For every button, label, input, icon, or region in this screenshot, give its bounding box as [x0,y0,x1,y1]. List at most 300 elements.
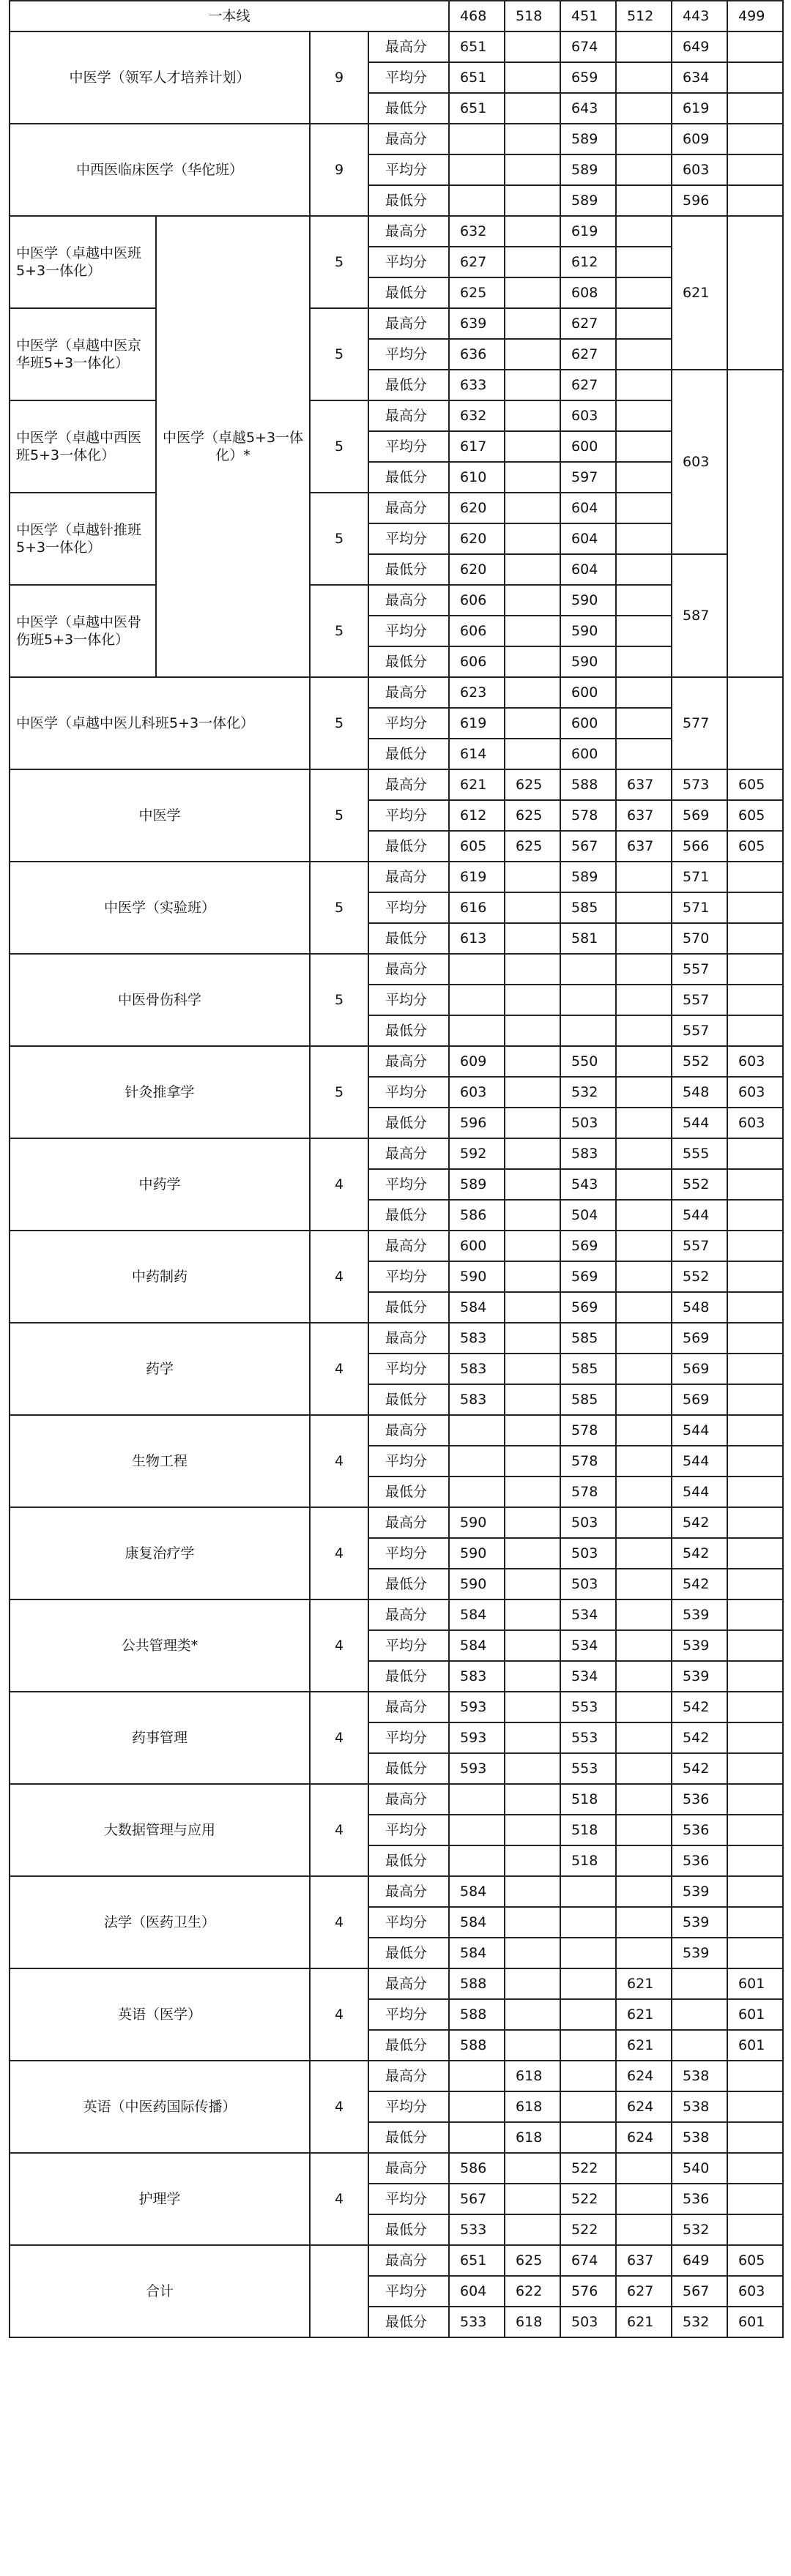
score-cell: 532 [560,1077,616,1108]
score-cell [616,616,672,646]
score-cell [505,31,560,62]
score-cell [616,93,672,124]
score-cell: 586 [449,2153,505,2184]
score-cell: 503 [560,2307,616,2337]
merged-score: 577 [672,677,727,769]
score-cell [505,1661,560,1692]
score-cell [616,739,672,769]
stat-label: 最高分 [368,124,449,154]
score-cell [505,1845,560,1876]
stat-label: 平均分 [368,154,449,185]
score-cell: 601 [727,1968,783,1999]
score-cell [505,2030,560,2061]
score-cell: 589 [449,1169,505,1200]
major-name: 中医学（领军人才培养计划） [10,31,310,124]
table-row [10,954,783,985]
score-cell: 539 [672,1938,727,1968]
score-cell [616,1415,672,1446]
score-cell [505,2214,560,2245]
header-label: 一本线 [10,1,449,31]
score-cell: 604 [560,554,616,585]
table-row [10,124,783,154]
score-cell: 603 [727,1108,783,1138]
score-cell [727,124,783,154]
score-cell: 590 [449,1538,505,1569]
score-cell: 553 [560,1692,616,1722]
score-cell [727,1845,783,1876]
score-cell: 588 [449,2030,505,2061]
program-years: 9 [310,124,368,216]
score-cell: 557 [672,1015,727,1046]
score-cell [560,2030,616,2061]
score-cell: 609 [672,124,727,154]
table-row [10,1231,783,1261]
score-cell [505,1415,560,1446]
stat-label: 最低分 [368,1476,449,1507]
score-cell [727,1415,783,1446]
score-cell: 649 [672,31,727,62]
score-cell: 569 [560,1292,616,1323]
score-cell [727,1446,783,1476]
table-row [10,1599,783,1630]
table-row [10,677,783,708]
score-cell [560,1968,616,1999]
program-years: 5 [310,769,368,862]
score-cell: 612 [560,247,616,277]
score-cell: 584 [449,1876,505,1907]
score-cell [560,1938,616,1968]
score-cell [616,1446,672,1476]
score-cell [505,1968,560,1999]
score-cell: 542 [672,1569,727,1599]
score-cell: 606 [449,646,505,677]
score-cell: 634 [672,62,727,93]
score-cell: 569 [672,800,727,831]
score-cell [727,2184,783,2214]
score-cell: 552 [672,1169,727,1200]
score-cell [616,1692,672,1722]
table-row [10,216,783,247]
score-cell [505,2153,560,2184]
score-cell [727,1538,783,1569]
score-cell [505,1323,560,1354]
major-name: 生物工程 [10,1415,310,1507]
major-name: 大数据管理与应用 [10,1784,310,1876]
score-cell: 621 [616,1968,672,1999]
score-cell [616,308,672,339]
table-row [10,769,783,800]
stat-label: 平均分 [368,1630,449,1661]
score-cell [616,1784,672,1815]
score-cell [505,554,560,585]
score-cell [727,2091,783,2122]
score-cell: 588 [449,1999,505,2030]
score-cell [560,1015,616,1046]
score-cell: 573 [672,769,727,800]
score-cell [505,1630,560,1661]
score-cell [616,277,672,308]
merged-score: 587 [672,554,727,677]
score-cell [672,1999,727,2030]
score-cell: 553 [560,1753,616,1784]
score-cell [616,708,672,739]
score-cell [727,1753,783,1784]
program-years: 4 [310,1231,368,1323]
score-cell [616,1722,672,1753]
score-cell: 600 [560,431,616,462]
score-cell: 618 [505,2307,560,2337]
score-cell: 633 [449,370,505,400]
stat-label: 最高分 [368,1323,449,1354]
score-cell: 578 [560,1476,616,1507]
score-cell [727,1722,783,1753]
score-cell [727,1200,783,1231]
table-row [10,308,783,339]
score-cell [616,1938,672,1968]
score-cell [505,1292,560,1323]
score-cell: 600 [449,1231,505,1261]
stat-label: 平均分 [368,247,449,277]
program-years: 4 [310,1138,368,1231]
score-cell [505,1753,560,1784]
score-cell [505,1507,560,1538]
program-years: 5 [310,493,368,585]
score-cell: 569 [672,1323,727,1354]
score-cell [505,400,560,431]
score-cell: 627 [449,247,505,277]
program-years: 4 [310,1692,368,1784]
score-cell [616,1630,672,1661]
stat-label: 最低分 [368,923,449,954]
stat-label: 最低分 [368,370,449,400]
table-row [10,1876,783,1907]
score-cell: 550 [560,1046,616,1077]
score-cell [616,247,672,277]
program-years: 4 [310,1415,368,1507]
score-cell [505,462,560,493]
score-cell [727,154,783,185]
score-cell [616,1538,672,1569]
stat-label: 最高分 [368,1599,449,1630]
table-row [10,2061,783,2091]
major-name: 针灸推拿学 [10,1046,310,1138]
score-cell [505,2184,560,2214]
score-cell: 639 [449,308,505,339]
score-cell: 603 [727,1046,783,1077]
major-name: 中医学（卓越中医儿科班5+3一体化） [10,677,310,769]
score-cell: 578 [560,1446,616,1476]
score-cell [505,646,560,677]
score-cell [727,892,783,923]
score-cell: 625 [505,800,560,831]
stat-label: 最低分 [368,1569,449,1599]
score-cell: 609 [449,1046,505,1077]
stat-label: 最高分 [368,1968,449,1999]
score-cell [616,523,672,554]
score-cell: 532 [672,2307,727,2337]
score-cell: 651 [449,93,505,124]
score-cell: 674 [560,2245,616,2276]
score-cell [616,1015,672,1046]
stat-label: 最低分 [368,1938,449,1968]
program-years: 9 [310,31,368,124]
stat-label: 最高分 [368,1138,449,1169]
score-cell: 567 [672,2276,727,2307]
score-cell: 632 [449,400,505,431]
score-cell: 596 [449,1108,505,1138]
stat-label: 平均分 [368,1169,449,1200]
score-cell: 583 [449,1323,505,1354]
stat-label: 最高分 [368,308,449,339]
score-cell: 603 [727,1077,783,1108]
major-name: 公共管理类* [10,1599,310,1692]
score-cell [449,1415,505,1446]
score-cell [727,1292,783,1323]
score-cell [505,247,560,277]
score-cell [616,1476,672,1507]
program-years: 5 [310,585,368,677]
score-cell: 590 [560,646,616,677]
score-cell: 571 [672,862,727,892]
stat-label: 平均分 [368,2091,449,2122]
score-cell: 620 [449,493,505,523]
table-row [10,1507,783,1538]
score-cell [616,677,672,708]
score-cell: 624 [616,2061,672,2091]
score-cell: 552 [672,1261,727,1292]
stat-label: 最低分 [368,185,449,216]
score-cell [505,739,560,769]
score-cell [505,1384,560,1415]
score-cell: 593 [449,1692,505,1722]
table-row [10,1415,783,1446]
score-cell: 603 [727,2276,783,2307]
score-cell [505,1015,560,1046]
score-cell [505,1200,560,1231]
score-cell: 583 [449,1661,505,1692]
score-cell: 542 [672,1753,727,1784]
score-cell [505,616,560,646]
score-cell: 622 [505,2276,560,2307]
score-cell: 627 [560,308,616,339]
major-name: 中医骨伤科学 [10,954,310,1046]
score-cell [727,2122,783,2153]
score-cell: 618 [505,2091,560,2122]
score-cell: 518 [560,1784,616,1815]
score-cell: 538 [672,2122,727,2153]
score-cell: 522 [560,2184,616,2214]
cutoff-score: 451 [560,1,616,31]
score-cell: 583 [449,1384,505,1415]
score-cell [616,985,672,1015]
score-cell [505,124,560,154]
program-years: 5 [310,400,368,493]
score-cell [727,1815,783,1845]
score-cell [505,1722,560,1753]
score-cell [727,216,783,370]
score-cell: 590 [449,1569,505,1599]
score-cell: 608 [560,277,616,308]
program-years: 4 [310,1968,368,2061]
score-cell [672,2030,727,2061]
score-cell [616,1323,672,1354]
stat-label: 平均分 [368,1538,449,1569]
score-cell: 557 [672,954,727,985]
score-cell [616,1876,672,1907]
score-cell [505,677,560,708]
stat-label: 最高分 [368,1507,449,1538]
score-cell: 621 [616,2030,672,2061]
score-cell [727,2214,783,2245]
score-cell [449,1784,505,1815]
admission-score-table [9,0,784,2338]
score-cell: 588 [560,769,616,800]
table-row [10,1784,783,1815]
score-cell [505,1108,560,1138]
score-cell: 620 [449,523,505,554]
score-cell: 586 [449,1200,505,1231]
score-cell [616,646,672,677]
score-cell: 643 [560,93,616,124]
score-cell [727,1384,783,1415]
score-cell: 539 [672,1661,727,1692]
score-cell: 610 [449,462,505,493]
score-cell [727,185,783,216]
score-cell [505,1261,560,1292]
score-cell: 539 [672,1599,727,1630]
merged-score: 621 [672,216,727,370]
score-cell [616,431,672,462]
score-cell [616,185,672,216]
major-name: 英语（中医药国际传播） [10,2061,310,2153]
score-cell: 503 [560,1538,616,1569]
stat-label: 最低分 [368,1753,449,1784]
major-name: 中医学（实验班） [10,862,310,954]
score-cell: 621 [616,2307,672,2337]
stat-label: 平均分 [368,1815,449,1845]
stat-label: 平均分 [368,985,449,1015]
stat-label: 平均分 [368,1907,449,1938]
score-cell: 544 [672,1200,727,1231]
cutoff-score: 512 [616,1,672,31]
score-cell [616,1077,672,1108]
score-cell [505,523,560,554]
score-cell: 637 [616,800,672,831]
group-label: 中医学（卓越5+3一体化）* [156,216,310,677]
score-cell [727,1261,783,1292]
score-cell [505,954,560,985]
score-cell [727,954,783,985]
score-cell [616,400,672,431]
score-cell [505,1999,560,2030]
score-cell [727,1938,783,1968]
score-cell [616,862,672,892]
program-years: 4 [310,1599,368,1692]
stat-label: 平均分 [368,616,449,646]
score-cell: 601 [727,2030,783,2061]
score-cell [727,1169,783,1200]
score-cell [727,985,783,1015]
score-cell: 674 [560,31,616,62]
score-cell: 503 [560,1569,616,1599]
score-cell [505,862,560,892]
stat-label: 最高分 [368,677,449,708]
score-cell [505,431,560,462]
score-cell: 604 [560,493,616,523]
score-cell: 522 [560,2214,616,2245]
major-name: 中医学（卓越中医班5+3一体化） [10,216,156,308]
score-cell: 600 [560,739,616,769]
score-cell: 542 [672,1692,727,1722]
score-cell: 567 [560,831,616,862]
score-cell [505,985,560,1015]
stat-label: 平均分 [368,523,449,554]
stat-label: 最低分 [368,277,449,308]
score-cell [727,1661,783,1692]
score-cell: 605 [449,831,505,862]
stat-label: 最高分 [368,1784,449,1815]
score-cell: 503 [560,1108,616,1138]
stat-label: 最高分 [368,31,449,62]
score-cell: 597 [560,462,616,493]
score-cell: 569 [672,1354,727,1384]
stat-label: 最高分 [368,493,449,523]
stat-label: 最低分 [368,1384,449,1415]
score-cell [505,1354,560,1384]
score-cell: 544 [672,1446,727,1476]
score-cell [616,2184,672,2214]
score-cell: 569 [560,1261,616,1292]
score-cell: 539 [672,1907,727,1938]
score-cell: 584 [449,1599,505,1630]
score-cell: 624 [616,2122,672,2153]
score-cell: 619 [449,708,505,739]
score-cell: 605 [727,2245,783,2276]
score-cell [616,954,672,985]
stat-label: 平均分 [368,62,449,93]
score-cell: 585 [560,892,616,923]
cutoff-score: 443 [672,1,727,31]
merged-score: 603 [672,370,727,554]
program-years: 4 [310,1323,368,1415]
score-cell [449,1845,505,1876]
score-cell [616,1354,672,1384]
score-cell [505,923,560,954]
stat-label: 最低分 [368,1108,449,1138]
score-cell: 603 [560,400,616,431]
score-cell [505,1938,560,1968]
score-cell: 636 [449,339,505,370]
score-cell: 588 [449,1968,505,1999]
score-cell: 518 [560,1845,616,1876]
score-cell [727,677,783,769]
score-cell [505,93,560,124]
table-row [10,2153,783,2184]
score-cell [560,2061,616,2091]
table-row [10,1968,783,1999]
score-cell [616,554,672,585]
score-cell [505,892,560,923]
score-cell [616,1384,672,1415]
score-cell: 601 [727,2307,783,2337]
score-cell [505,1815,560,1845]
score-cell [616,1261,672,1292]
score-cell [727,923,783,954]
score-cell [727,1630,783,1661]
score-cell [505,339,560,370]
score-cell: 522 [560,2153,616,2184]
score-cell: 614 [449,739,505,769]
